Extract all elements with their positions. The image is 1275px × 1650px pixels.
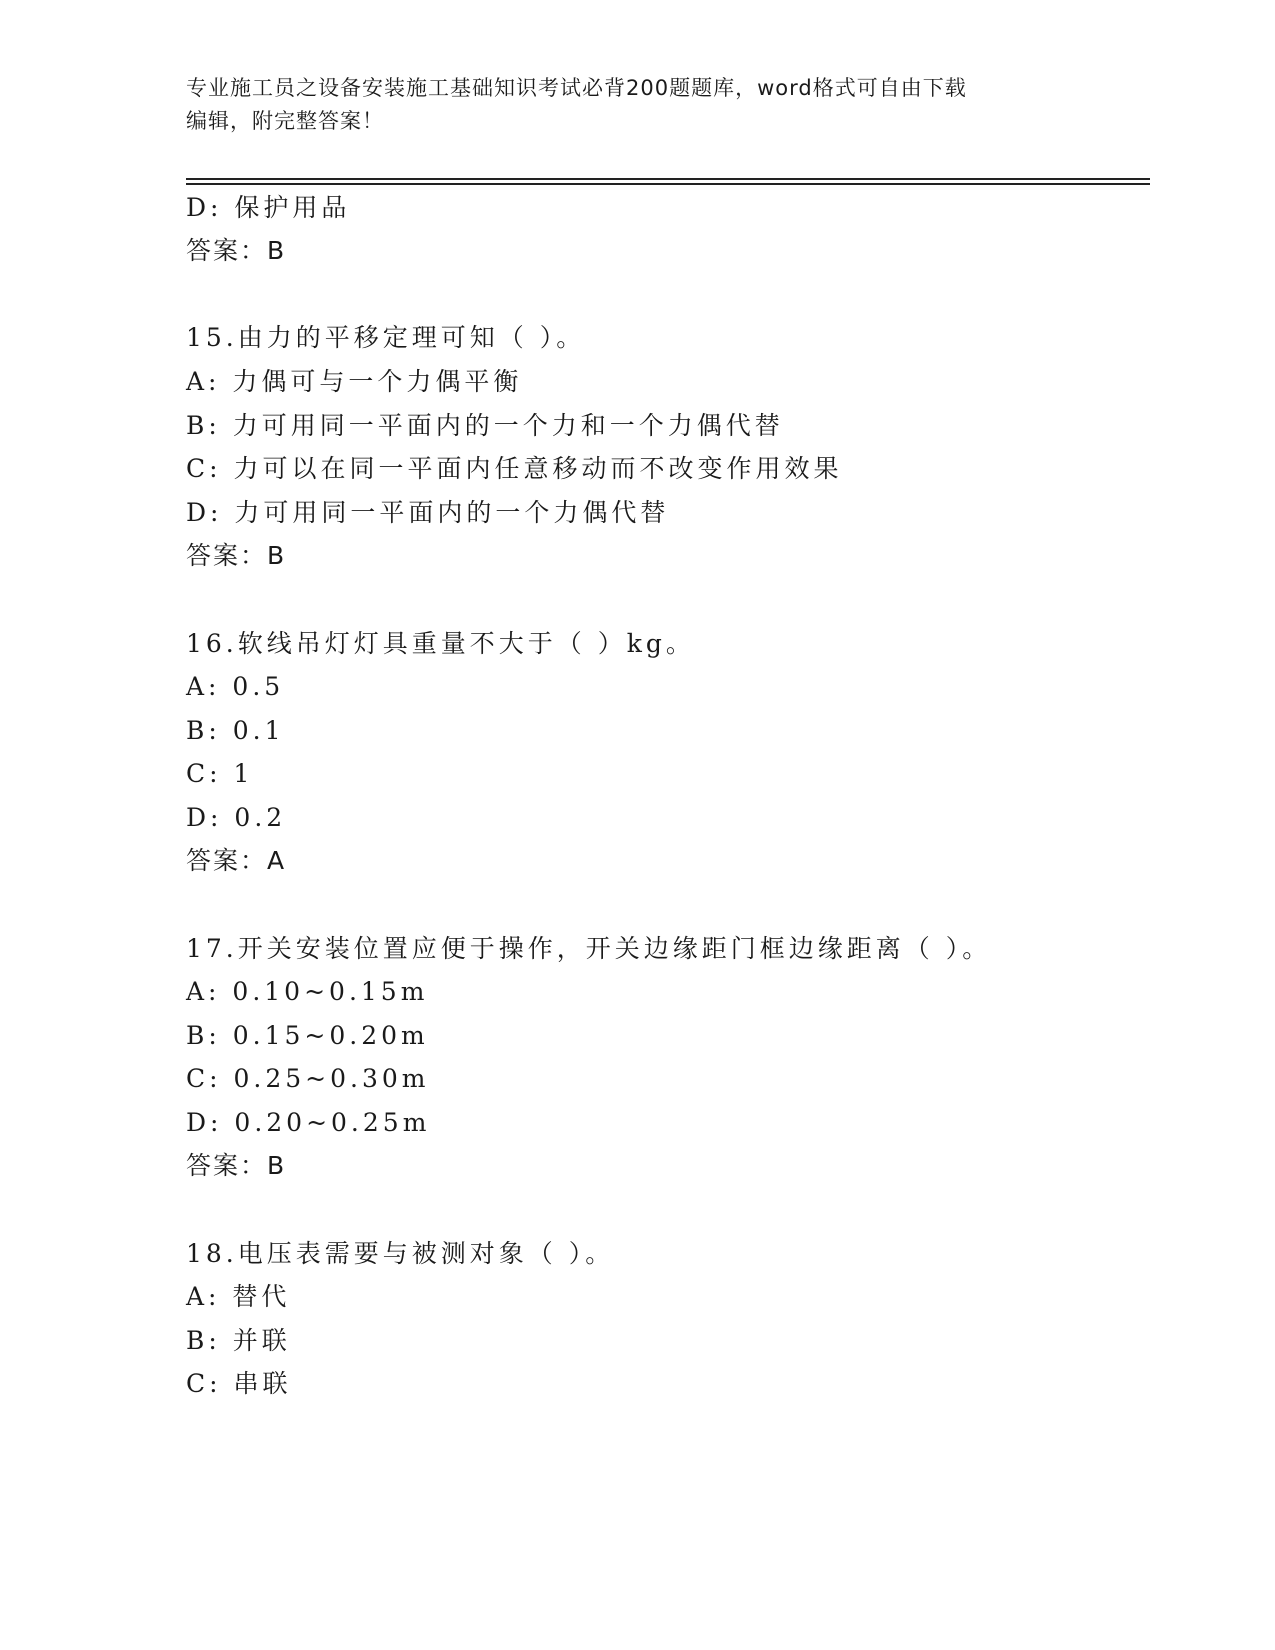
q15-option-b: B: 力可用同一平面内的一个力和一个力偶代替 (186, 411, 784, 440)
q17-option-d: D: 0.20~0.25m (186, 1108, 431, 1137)
q14-answer: 答案：B (186, 236, 287, 265)
q14-option-d: D: 保护用品 (186, 193, 351, 222)
q15-option-c: C: 力可以在同一平面内任意移动而不改变作用效果 (186, 454, 843, 483)
q18-question: 18.电压表需要与被测对象（ ）。 (186, 1239, 615, 1268)
q17-question: 17.开关安装位置应便于操作，开关边缘距门框边缘距离（ ）。 (186, 934, 992, 963)
q16-question: 16.软线吊灯灯具重量不大于（ ）kg。 (186, 629, 695, 658)
document-header (186, 72, 1086, 138)
q15-answer: 答案：B (186, 541, 287, 570)
q17-option-c: C: 0.25~0.30m (186, 1064, 430, 1093)
q16-option-c: C: 1 (186, 759, 254, 788)
q17-option-a: A: 0.10~0.15m (186, 977, 429, 1006)
q17-option-b: B: 0.15~0.20m (186, 1021, 429, 1050)
q15-option-a: A: 力偶可与一个力偶平衡 (186, 367, 523, 396)
q15-option-d: D: 力可用同一平面内的一个力偶代替 (186, 498, 670, 527)
header-line-1: 专业施工员之设备安装施工基础知识考试必背200题题库，word格式可自由下载 (186, 76, 967, 100)
header-divider-top (186, 178, 1150, 180)
q18-option-a: A: 替代 (186, 1282, 291, 1311)
q18-option-b: B: 并联 (186, 1326, 291, 1355)
header-line-2: 编辑，附完整答案！ (186, 109, 384, 133)
q16-option-d: D: 0.2 (186, 803, 287, 832)
q16-option-b: B: 0.1 (186, 716, 285, 745)
header-divider-bottom (186, 183, 1150, 185)
q16-option-a: A: 0.5 (186, 672, 285, 701)
q17-answer: 答案：B (186, 1151, 287, 1180)
q18-option-c: C: 串联 (186, 1369, 292, 1398)
q16-answer: 答案：A (186, 846, 287, 875)
q15-question: 15.由力的平移定理可知（ ）。 (186, 323, 586, 352)
